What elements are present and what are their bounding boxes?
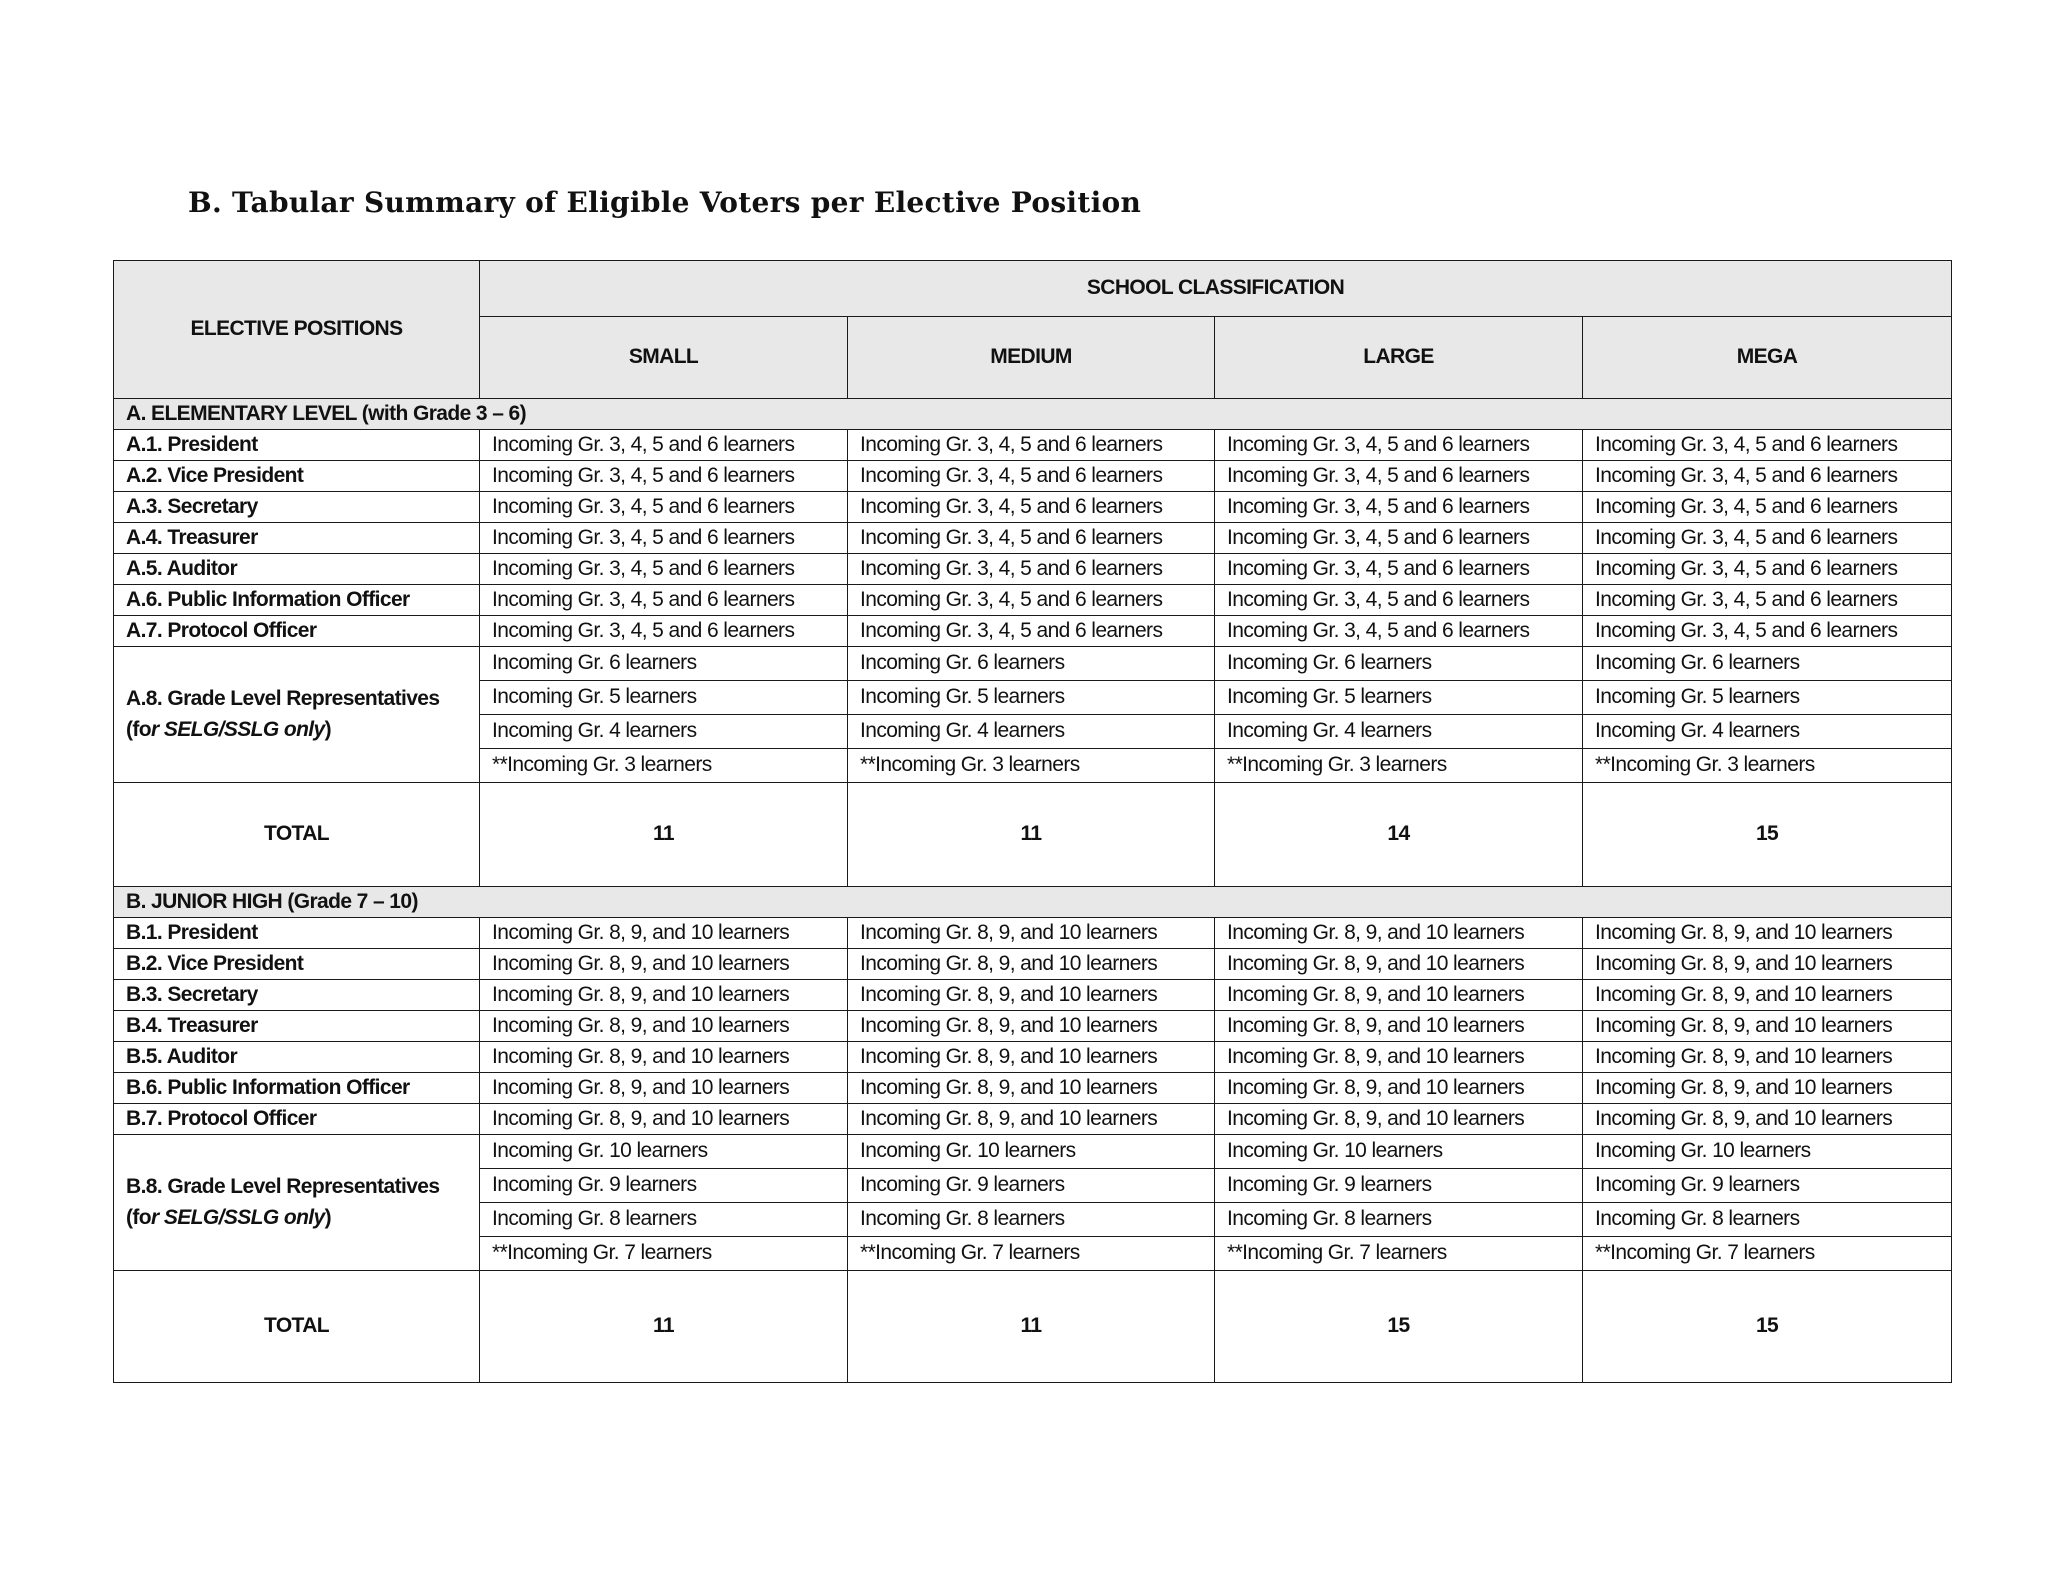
voter-cell: Incoming Gr. 3, 4, 5 and 6 learners xyxy=(1215,523,1583,554)
table-row xyxy=(114,461,1952,492)
grade-rep-note: r SELG/SSLG only xyxy=(151,717,325,741)
position-label: B.7. Protocol Officer xyxy=(114,1104,480,1135)
table-row xyxy=(114,585,1952,616)
position-label: B.1. President xyxy=(114,918,480,949)
voter-cell: Incoming Gr. 3, 4, 5 and 6 learners xyxy=(1583,585,1952,616)
total-label: TOTAL xyxy=(114,1271,480,1383)
voter-cell: Incoming Gr. 8, 9, and 10 learners xyxy=(480,1042,848,1073)
voter-cell: Incoming Gr. 8, 9, and 10 learners xyxy=(1583,1104,1952,1135)
voter-cell: Incoming Gr. 4 learners xyxy=(480,715,848,749)
total-label: TOTAL xyxy=(114,783,480,887)
section-title-junior-high: B. JUNIOR HIGH (Grade 7 – 10) xyxy=(114,887,1952,918)
voter-cell: Incoming Gr. 6 learners xyxy=(480,647,848,681)
header-mega: MEGA xyxy=(1583,317,1952,399)
total-mega: 15 xyxy=(1583,783,1952,887)
voter-cell: Incoming Gr. 10 learners xyxy=(1215,1135,1583,1169)
table-row xyxy=(114,647,1952,681)
total-medium: 11 xyxy=(848,783,1215,887)
grade-rep-title: A.8. Grade Level Representatives xyxy=(126,687,440,711)
voter-cell: Incoming Gr. 5 learners xyxy=(848,681,1215,715)
voter-cell: Incoming Gr. 5 learners xyxy=(1583,681,1952,715)
voter-cell: Incoming Gr. 8, 9, and 10 learners xyxy=(1215,949,1583,980)
total-large: 15 xyxy=(1215,1271,1583,1383)
grade-rep-label xyxy=(114,1135,480,1271)
voter-cell: Incoming Gr. 8, 9, and 10 learners xyxy=(480,1073,848,1104)
voter-cell: **Incoming Gr. 7 learners xyxy=(1583,1237,1952,1271)
table-row xyxy=(114,980,1952,1011)
voter-cell: Incoming Gr. 6 learners xyxy=(1215,647,1583,681)
eligible-voters-table xyxy=(113,260,1952,1383)
table-row xyxy=(114,492,1952,523)
position-label: A.5. Auditor xyxy=(114,554,480,585)
header-elective-positions: ELECTIVE POSITIONS xyxy=(114,261,480,399)
voter-cell: Incoming Gr. 3, 4, 5 and 6 learners xyxy=(480,492,848,523)
voter-cell: Incoming Gr. 8, 9, and 10 learners xyxy=(1583,1073,1952,1104)
header-small: SMALL xyxy=(480,317,848,399)
table-row xyxy=(114,430,1952,461)
voter-cell: **Incoming Gr. 3 learners xyxy=(480,749,848,783)
table-row xyxy=(114,1011,1952,1042)
voter-cell: Incoming Gr. 9 learners xyxy=(1215,1169,1583,1203)
total-mega: 15 xyxy=(1583,1271,1952,1383)
section-title-elementary: A. ELEMENTARY LEVEL (with Grade 3 – 6) xyxy=(114,399,1952,430)
position-label: B.2. Vice President xyxy=(114,949,480,980)
voter-cell: Incoming Gr. 10 learners xyxy=(480,1135,848,1169)
voter-cell: **Incoming Gr. 3 learners xyxy=(1215,749,1583,783)
voter-cell: Incoming Gr. 3, 4, 5 and 6 learners xyxy=(1215,554,1583,585)
total-small: 11 xyxy=(480,783,848,887)
total-medium: 11 xyxy=(848,1271,1215,1383)
voter-cell: Incoming Gr. 3, 4, 5 and 6 learners xyxy=(1215,430,1583,461)
grade-rep-title: B.8. Grade Level Representatives xyxy=(126,1175,440,1199)
grade-rep-prefix: (fo xyxy=(126,717,152,741)
voter-cell: Incoming Gr. 8, 9, and 10 learners xyxy=(1215,1073,1583,1104)
grade-rep-suffix: ) xyxy=(324,717,332,741)
voter-cell: Incoming Gr. 3, 4, 5 and 6 learners xyxy=(480,616,848,647)
voter-cell: Incoming Gr. 3, 4, 5 and 6 learners xyxy=(1583,523,1952,554)
voter-cell: Incoming Gr. 8, 9, and 10 learners xyxy=(848,918,1215,949)
voter-cell: Incoming Gr. 3, 4, 5 and 6 learners xyxy=(848,461,1215,492)
position-label: A.2. Vice President xyxy=(114,461,480,492)
voter-cell: Incoming Gr. 3, 4, 5 and 6 learners xyxy=(480,585,848,616)
voter-cell: Incoming Gr. 8, 9, and 10 learners xyxy=(480,949,848,980)
voter-cell: **Incoming Gr. 7 learners xyxy=(848,1237,1215,1271)
voter-cell: Incoming Gr. 8, 9, and 10 learners xyxy=(1583,918,1952,949)
position-label: A.7. Protocol Officer xyxy=(114,616,480,647)
voter-cell: Incoming Gr. 3, 4, 5 and 6 learners xyxy=(1583,461,1952,492)
voter-cell: Incoming Gr. 3, 4, 5 and 6 learners xyxy=(480,554,848,585)
voter-cell: **Incoming Gr. 7 learners xyxy=(480,1237,848,1271)
voter-cell: Incoming Gr. 8, 9, and 10 learners xyxy=(1215,1011,1583,1042)
voter-cell: Incoming Gr. 5 learners xyxy=(480,681,848,715)
voter-cell: Incoming Gr. 10 learners xyxy=(848,1135,1215,1169)
page-title: B. Tabular Summary of Eligible Voters per Elective Position xyxy=(188,186,1142,219)
voter-cell: Incoming Gr. 8, 9, and 10 learners xyxy=(848,1042,1215,1073)
voter-cell: Incoming Gr. 8, 9, and 10 learners xyxy=(1583,1011,1952,1042)
table-row xyxy=(114,1042,1952,1073)
voter-cell: Incoming Gr. 8, 9, and 10 learners xyxy=(848,980,1215,1011)
position-label: B.5. Auditor xyxy=(114,1042,480,1073)
voter-cell: Incoming Gr. 8, 9, and 10 learners xyxy=(1583,1042,1952,1073)
table-row xyxy=(114,1073,1952,1104)
total-small: 11 xyxy=(480,1271,848,1383)
voter-cell: Incoming Gr. 10 learners xyxy=(1583,1135,1952,1169)
voter-cell: Incoming Gr. 6 learners xyxy=(1583,647,1952,681)
voter-cell: Incoming Gr. 3, 4, 5 and 6 learners xyxy=(480,430,848,461)
voter-cell: Incoming Gr. 8 learners xyxy=(848,1203,1215,1237)
voter-cell: Incoming Gr. 8, 9, and 10 learners xyxy=(1215,1104,1583,1135)
voter-cell: Incoming Gr. 8, 9, and 10 learners xyxy=(480,918,848,949)
elementary-section xyxy=(114,399,1952,887)
voter-cell: Incoming Gr. 3, 4, 5 and 6 learners xyxy=(848,585,1215,616)
voter-cell: Incoming Gr. 3, 4, 5 and 6 learners xyxy=(848,554,1215,585)
table-row xyxy=(114,949,1952,980)
voter-cell: Incoming Gr. 3, 4, 5 and 6 learners xyxy=(1215,492,1583,523)
position-label: A.1. President xyxy=(114,430,480,461)
table-row xyxy=(114,1104,1952,1135)
position-label: B.6. Public Information Officer xyxy=(114,1073,480,1104)
voter-cell: Incoming Gr. 3, 4, 5 and 6 learners xyxy=(1215,461,1583,492)
voter-cell: Incoming Gr. 8, 9, and 10 learners xyxy=(480,1011,848,1042)
table-row xyxy=(114,554,1952,585)
position-label: B.3. Secretary xyxy=(114,980,480,1011)
voter-cell: Incoming Gr. 8, 9, and 10 learners xyxy=(848,1104,1215,1135)
grade-rep-label xyxy=(114,647,480,783)
grade-rep-prefix: (fo xyxy=(126,1205,152,1229)
header-large: LARGE xyxy=(1215,317,1583,399)
grade-rep-suffix: ) xyxy=(324,1205,332,1229)
position-label: A.3. Secretary xyxy=(114,492,480,523)
voter-cell: **Incoming Gr. 3 learners xyxy=(848,749,1215,783)
voter-cell: Incoming Gr. 3, 4, 5 and 6 learners xyxy=(1583,616,1952,647)
voter-cell: Incoming Gr. 8 learners xyxy=(1215,1203,1583,1237)
voter-cell: Incoming Gr. 3, 4, 5 and 6 learners xyxy=(1583,554,1952,585)
position-label: A.4. Treasurer xyxy=(114,523,480,554)
voter-cell: Incoming Gr. 5 learners xyxy=(1215,681,1583,715)
voter-cell: Incoming Gr. 8, 9, and 10 learners xyxy=(480,1104,848,1135)
voter-cell: Incoming Gr. 8 learners xyxy=(480,1203,848,1237)
voter-cell: Incoming Gr. 8, 9, and 10 learners xyxy=(480,980,848,1011)
voter-cell: Incoming Gr. 8, 9, and 10 learners xyxy=(848,1073,1215,1104)
total-row xyxy=(114,1271,1952,1383)
voter-cell: Incoming Gr. 8 learners xyxy=(1583,1203,1952,1237)
voter-cell: Incoming Gr. 8, 9, and 10 learners xyxy=(1583,980,1952,1011)
header-school-classification: SCHOOL CLASSIFICATION xyxy=(480,261,1952,317)
voter-cell: Incoming Gr. 8, 9, and 10 learners xyxy=(1215,980,1583,1011)
voter-cell: Incoming Gr. 3, 4, 5 and 6 learners xyxy=(1215,616,1583,647)
voter-cell: Incoming Gr. 3, 4, 5 and 6 learners xyxy=(848,523,1215,554)
voter-cell: **Incoming Gr. 3 learners xyxy=(1583,749,1952,783)
voter-cell: Incoming Gr. 8, 9, and 10 learners xyxy=(1215,1042,1583,1073)
voter-cell: Incoming Gr. 3, 4, 5 and 6 learners xyxy=(480,523,848,554)
voter-cell: Incoming Gr. 9 learners xyxy=(848,1169,1215,1203)
table-row xyxy=(114,616,1952,647)
header-medium: MEDIUM xyxy=(848,317,1215,399)
voter-cell: Incoming Gr. 3, 4, 5 and 6 learners xyxy=(1583,430,1952,461)
junior-high-section xyxy=(114,887,1952,1383)
table-row xyxy=(114,1135,1952,1169)
voter-cell: Incoming Gr. 3, 4, 5 and 6 learners xyxy=(1583,492,1952,523)
voter-cell: Incoming Gr. 9 learners xyxy=(480,1169,848,1203)
voter-cell: Incoming Gr. 9 learners xyxy=(1583,1169,1952,1203)
voter-cell: Incoming Gr. 3, 4, 5 and 6 learners xyxy=(848,430,1215,461)
voter-cell: Incoming Gr. 8, 9, and 10 learners xyxy=(848,1011,1215,1042)
voter-cell: Incoming Gr. 4 learners xyxy=(848,715,1215,749)
voter-cell: Incoming Gr. 3, 4, 5 and 6 learners xyxy=(480,461,848,492)
grade-rep-note: r SELG/SSLG only xyxy=(151,1205,325,1229)
voter-cell: Incoming Gr. 4 learners xyxy=(1215,715,1583,749)
voter-cell: Incoming Gr. 6 learners xyxy=(848,647,1215,681)
voter-cell: Incoming Gr. 3, 4, 5 and 6 learners xyxy=(848,616,1215,647)
table-row xyxy=(114,918,1952,949)
position-label: B.4. Treasurer xyxy=(114,1011,480,1042)
voter-cell: Incoming Gr. 3, 4, 5 and 6 learners xyxy=(848,492,1215,523)
total-row xyxy=(114,783,1952,887)
total-large: 14 xyxy=(1215,783,1583,887)
voter-cell: Incoming Gr. 8, 9, and 10 learners xyxy=(1583,949,1952,980)
voter-cell: Incoming Gr. 3, 4, 5 and 6 learners xyxy=(1215,585,1583,616)
table-row xyxy=(114,523,1952,554)
position-label: A.6. Public Information Officer xyxy=(114,585,480,616)
voter-cell: Incoming Gr. 8, 9, and 10 learners xyxy=(848,949,1215,980)
voter-cell: **Incoming Gr. 7 learners xyxy=(1215,1237,1583,1271)
voter-cell: Incoming Gr. 4 learners xyxy=(1583,715,1952,749)
voter-cell: Incoming Gr. 8, 9, and 10 learners xyxy=(1215,918,1583,949)
